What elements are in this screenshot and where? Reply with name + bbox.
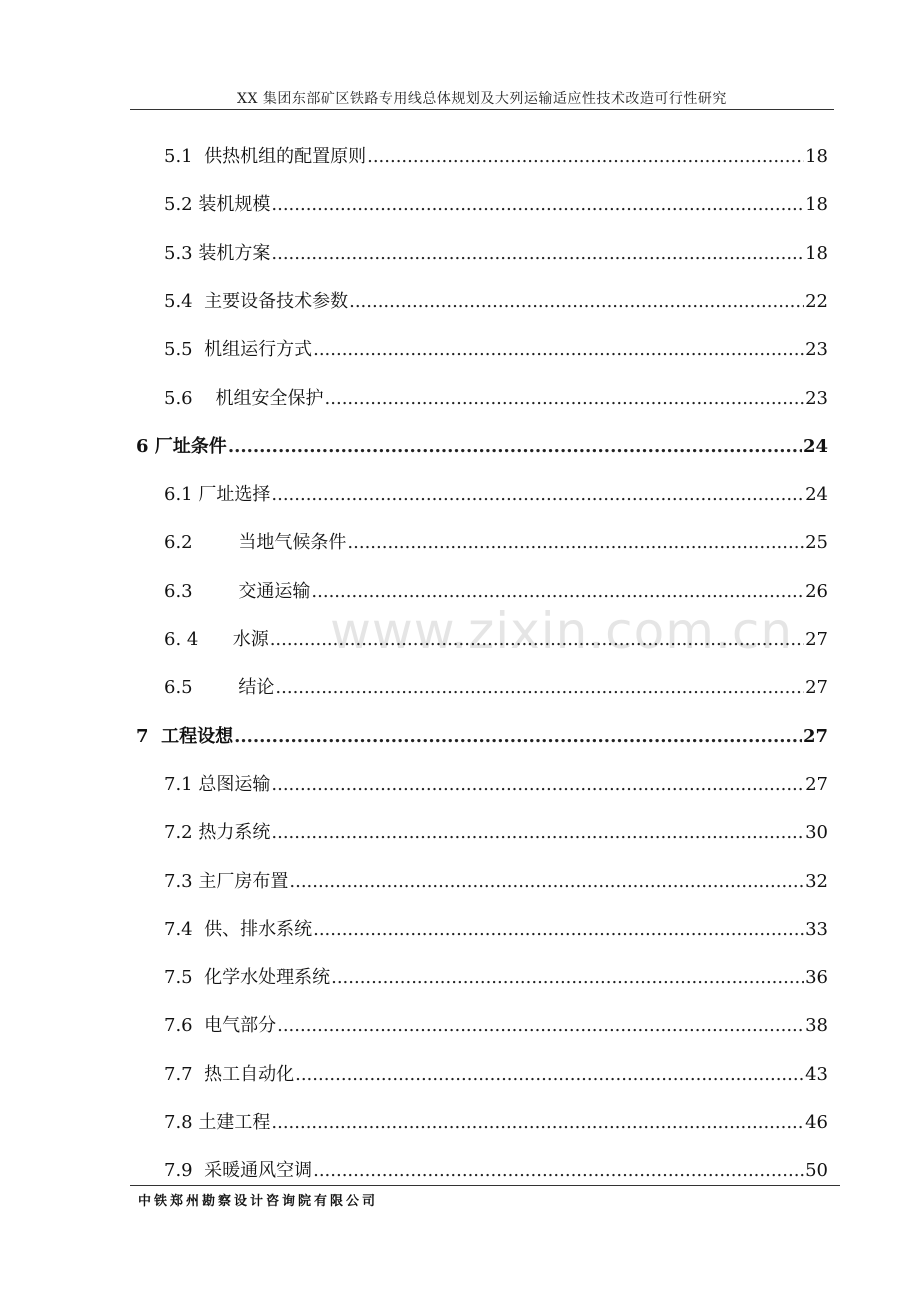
toc-section-entry[interactable]: [164, 1060, 828, 1090]
toc-entry-number: 7.7: [164, 1063, 193, 1085]
toc-section-entry[interactable]: [164, 239, 828, 269]
toc-entry-number: 7: [136, 725, 149, 747]
toc-section-entry[interactable]: [164, 480, 828, 510]
toc-entry-number: 6.3: [164, 580, 193, 602]
toc-entry-title: 结论: [192, 677, 275, 699]
toc-entry-title: 主厂房布置: [192, 870, 289, 892]
toc-dot-leader: [271, 770, 804, 800]
toc-dot-leader: [349, 287, 804, 317]
toc-entry-number: 5.4: [164, 290, 193, 312]
toc-page-number: 33: [805, 918, 828, 940]
toc-page-number: 38: [805, 1015, 828, 1037]
toc-entry-number: 7.9: [164, 1160, 193, 1182]
toc-dot-leader: [228, 432, 802, 462]
toc-entry-number: 7.3: [164, 870, 193, 892]
toc-dot-leader: [367, 142, 804, 172]
toc-entry-title: 厂址条件: [148, 435, 227, 457]
toc-dot-leader: [277, 1011, 804, 1041]
toc-dot-leader: [271, 190, 804, 220]
toc-entry-number: 7.2: [164, 822, 193, 844]
toc-entry-title: 水源: [198, 629, 269, 650]
toc-section-entry[interactable]: [164, 190, 828, 220]
toc-entry-number: 5.5: [164, 339, 193, 361]
toc-entry-number: 7.5: [164, 967, 193, 989]
toc-page-number: 27: [805, 629, 828, 650]
toc-entry-number: 5.1: [164, 146, 193, 167]
toc-dot-leader: [295, 1060, 804, 1090]
toc-section-entry[interactable]: [164, 142, 828, 172]
toc-section-entry[interactable]: [164, 625, 828, 655]
toc-page-number: 23: [805, 387, 828, 409]
toc-entry-title: 总图运输: [192, 773, 271, 795]
toc-entry-title: 供、排水系统: [192, 918, 313, 940]
toc-dot-leader: [275, 673, 804, 703]
toc-dot-leader: [331, 963, 804, 993]
toc-entry-title: 主要设备技术参数: [192, 290, 349, 312]
toc-entry-title: 厂址选择: [192, 484, 271, 506]
toc-section-entry[interactable]: [164, 1011, 828, 1041]
toc-section-entry[interactable]: [164, 818, 828, 848]
toc-page-number: 23: [805, 339, 828, 361]
toc-section-entry[interactable]: [164, 384, 828, 414]
footer-rule: [130, 1185, 840, 1186]
toc-entry-title: 供热机组的配置原则: [192, 146, 367, 167]
toc-chapter-entry[interactable]: [136, 722, 828, 752]
toc-section-entry[interactable]: [164, 287, 828, 317]
running-header: XX 集团东部矿区铁路专用线总体规划及大列运输适应性技术改造可行性研究: [237, 91, 727, 107]
toc-entry-title: 采暖通风空调: [192, 1160, 313, 1182]
toc-dot-leader: [347, 528, 804, 558]
toc-entry-title: 土建工程: [192, 1112, 271, 1133]
toc-page-number: 50: [805, 1160, 828, 1182]
toc-dot-leader: [289, 867, 804, 897]
toc-page-number: 27: [802, 725, 828, 747]
toc-entry-number: 5.6: [164, 387, 193, 409]
toc-dot-leader: [234, 722, 802, 752]
toc-section-entry[interactable]: [164, 915, 828, 945]
toc-dot-leader: [325, 384, 805, 414]
toc-entry-title: 装机规模: [192, 194, 271, 216]
toc-entry-number: 7.8: [164, 1112, 193, 1133]
toc-entry-number: 6: [136, 435, 149, 457]
toc-entry-number: 6.1: [164, 484, 193, 506]
toc-dot-leader: [271, 480, 804, 510]
toc-section-entry[interactable]: [164, 528, 828, 558]
toc-entry-number: 6. 4: [164, 629, 199, 650]
toc-entry-title: 机组安全保护: [192, 387, 324, 409]
toc-entry-title: 热力系统: [192, 822, 271, 844]
footer-company: 中铁郑州勘察设计咨询院有限公司: [138, 1194, 379, 1209]
toc-chapter-entry[interactable]: [136, 432, 828, 462]
toc-page-number: 25: [805, 532, 828, 554]
toc-page-number: 27: [805, 773, 828, 795]
toc-page-number: 24: [802, 435, 828, 457]
toc-page-number: 36: [805, 967, 828, 989]
toc-section-entry[interactable]: [164, 1156, 828, 1186]
toc-entry-title: 装机方案: [192, 242, 271, 264]
toc-page-number: 46: [805, 1112, 828, 1133]
toc-section-entry[interactable]: [164, 770, 828, 800]
toc-section-entry[interactable]: [164, 673, 828, 703]
toc-entry-title: 工程设想: [148, 725, 234, 747]
toc-section-entry[interactable]: [164, 577, 828, 607]
toc-page-number: 18: [805, 146, 828, 167]
watermark: www.zixin.com.cn: [330, 602, 794, 660]
toc-entry-number: 5.3: [164, 242, 193, 264]
toc-page-number: 27: [805, 677, 828, 699]
toc-dot-leader: [313, 915, 804, 945]
toc-entry-title: 当地气候条件: [192, 532, 347, 554]
toc-entry-title: 交通运输: [192, 580, 311, 602]
toc-section-entry[interactable]: [164, 867, 828, 897]
toc-dot-leader: [271, 1108, 804, 1138]
toc-entry-title: 机组运行方式: [192, 339, 313, 361]
toc-entry-number: 5.2: [164, 194, 193, 216]
toc-entry-number: 7.1: [164, 773, 193, 795]
toc-page-number: 30: [805, 822, 828, 844]
toc-page-number: 32: [805, 870, 828, 892]
toc-entry-number: 6.2: [164, 532, 193, 554]
toc-dot-leader: [313, 335, 804, 365]
toc-dot-leader: [313, 1156, 804, 1186]
toc-page-number: 24: [805, 484, 828, 506]
toc-dot-leader: [271, 818, 804, 848]
toc-entry-title: 热工自动化: [192, 1063, 295, 1085]
toc-page-number: 22: [805, 290, 828, 312]
toc-entry-number: 6.5: [164, 677, 193, 699]
toc-section-entry[interactable]: [164, 963, 828, 993]
toc-section-entry[interactable]: [164, 335, 828, 365]
toc-section-entry[interactable]: [164, 1108, 828, 1138]
toc-dot-leader: [270, 625, 804, 655]
toc-page-number: 18: [805, 242, 828, 264]
toc-entry-title: 化学水处理系统: [192, 967, 331, 989]
toc-dot-leader: [311, 577, 804, 607]
toc-page-number: 18: [805, 194, 828, 216]
toc-page-number: 26: [805, 580, 828, 602]
toc-entry-title: 电气部分: [192, 1015, 277, 1037]
toc-page-number: 43: [805, 1063, 828, 1085]
toc-entry-number: 7.4: [164, 918, 193, 940]
toc-dot-leader: [271, 239, 804, 269]
toc-entry-number: 7.6: [164, 1015, 193, 1037]
